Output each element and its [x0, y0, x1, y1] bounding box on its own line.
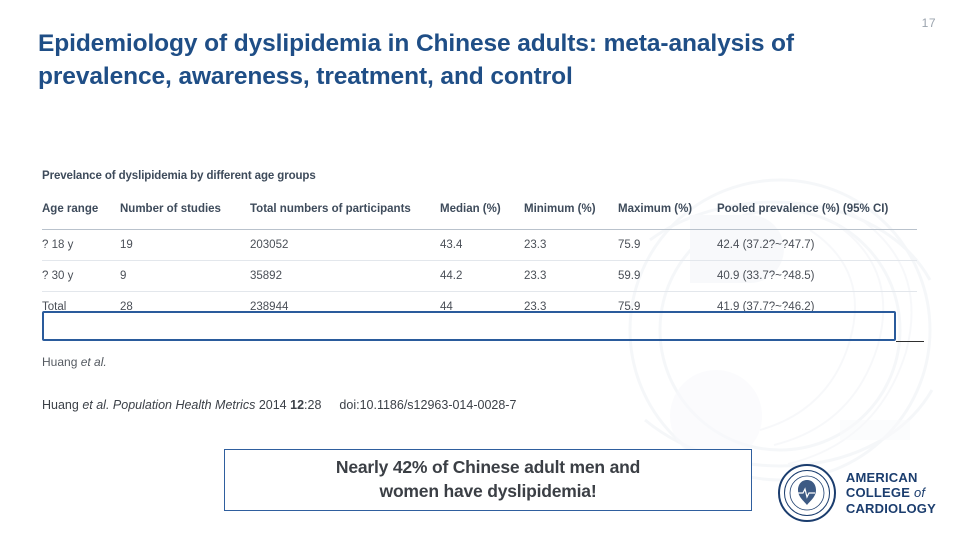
- cell-studies: 9: [120, 260, 250, 291]
- cell-median: 44: [440, 300, 453, 313]
- slide-number: 17: [921, 16, 936, 30]
- column-header-total-participants: Total numbers of participants: [250, 196, 440, 229]
- takeaway-line-2: women have dyslipidemia!: [379, 481, 597, 501]
- citation-full-issue: :28: [304, 398, 322, 412]
- column-header-minimum: Minimum (%): [524, 196, 618, 229]
- cell-participants: 35892: [250, 260, 440, 291]
- citation-full-volume: 12: [290, 398, 305, 412]
- acc-logo-line-3: CARDIOLOGY: [845, 500, 936, 516]
- citation-full-author: Huang: [42, 398, 79, 412]
- cell-age-range: ? 18 y: [42, 229, 120, 260]
- figure-caption: Prevelance of dyslipidemia by different age groups: [42, 170, 316, 182]
- cell-studies: 28: [120, 300, 133, 313]
- table-row-total: [42, 291, 917, 322]
- column-header-pooled-prevalence: Pooled prevalence (%) (95% CI): [717, 196, 917, 229]
- cell-minimum: 23.3: [524, 300, 547, 313]
- cell-age-range: Total: [42, 300, 67, 313]
- cell-maximum: 59.9: [618, 260, 717, 291]
- total-row-rule: [896, 341, 924, 342]
- cell-studies: 19: [120, 229, 250, 260]
- acc-logo-text: [846, 470, 936, 516]
- page-title: Epidemiology of dyslipidemia in Chinese adults: meta-analysis of prevalence, awareness, treatment, and control: [38, 30, 794, 90]
- table-row: [42, 260, 917, 291]
- prevalence-table: [42, 196, 917, 322]
- cell-pooled: 40.9 (33.7?~?48.5): [717, 260, 917, 291]
- table-row: [42, 229, 917, 260]
- takeaway-line-1: Nearly 42% of Chinese adult men and: [335, 457, 641, 478]
- cell-median: 44.2: [440, 260, 524, 291]
- cell-age-range: ? 30 y: [42, 260, 120, 291]
- acc-logo: [778, 464, 936, 522]
- acc-logo-of: of: [913, 485, 926, 501]
- cell-minimum: 23.3: [524, 260, 618, 291]
- column-header-age-range: Age range: [42, 196, 120, 229]
- cell-pooled: 42.4 (37.2?~?47.7): [717, 229, 917, 260]
- citation-short-author: Huang: [42, 355, 78, 369]
- acc-logo-line-1: AMERICAN: [845, 470, 918, 485]
- column-header-maximum: Maximum (%): [618, 196, 717, 229]
- cell-participants: 238944: [250, 300, 289, 313]
- acc-logo-line-2: COLLEGE: [845, 485, 911, 501]
- column-header-number-of-studies: Number of studies: [120, 196, 250, 229]
- acc-seal-icon: [778, 464, 836, 522]
- cell-minimum: 23.3: [524, 229, 618, 260]
- table-header-row: [42, 196, 917, 229]
- cell-maximum: 75.9: [618, 300, 641, 313]
- citation-full-journal: et al. Population Health Metrics: [82, 398, 256, 412]
- cell-participants: 203052: [250, 229, 440, 260]
- citation-short: [42, 355, 107, 369]
- cell-pooled: 41.9 (37.7?~?46.2): [717, 300, 815, 313]
- citation-full-year: 2014: [258, 398, 287, 412]
- cell-median: 43.4: [440, 229, 524, 260]
- cell-maximum: 75.9: [618, 229, 717, 260]
- citation-full-doi: doi:10.1186/s12963-014-0028-7: [339, 398, 517, 412]
- takeaway-callout-box: [224, 449, 752, 511]
- citation-short-etal: et al.: [80, 355, 107, 369]
- column-header-median: Median (%): [440, 196, 524, 229]
- citation-full: [42, 398, 516, 412]
- figure-table-block: [42, 170, 922, 322]
